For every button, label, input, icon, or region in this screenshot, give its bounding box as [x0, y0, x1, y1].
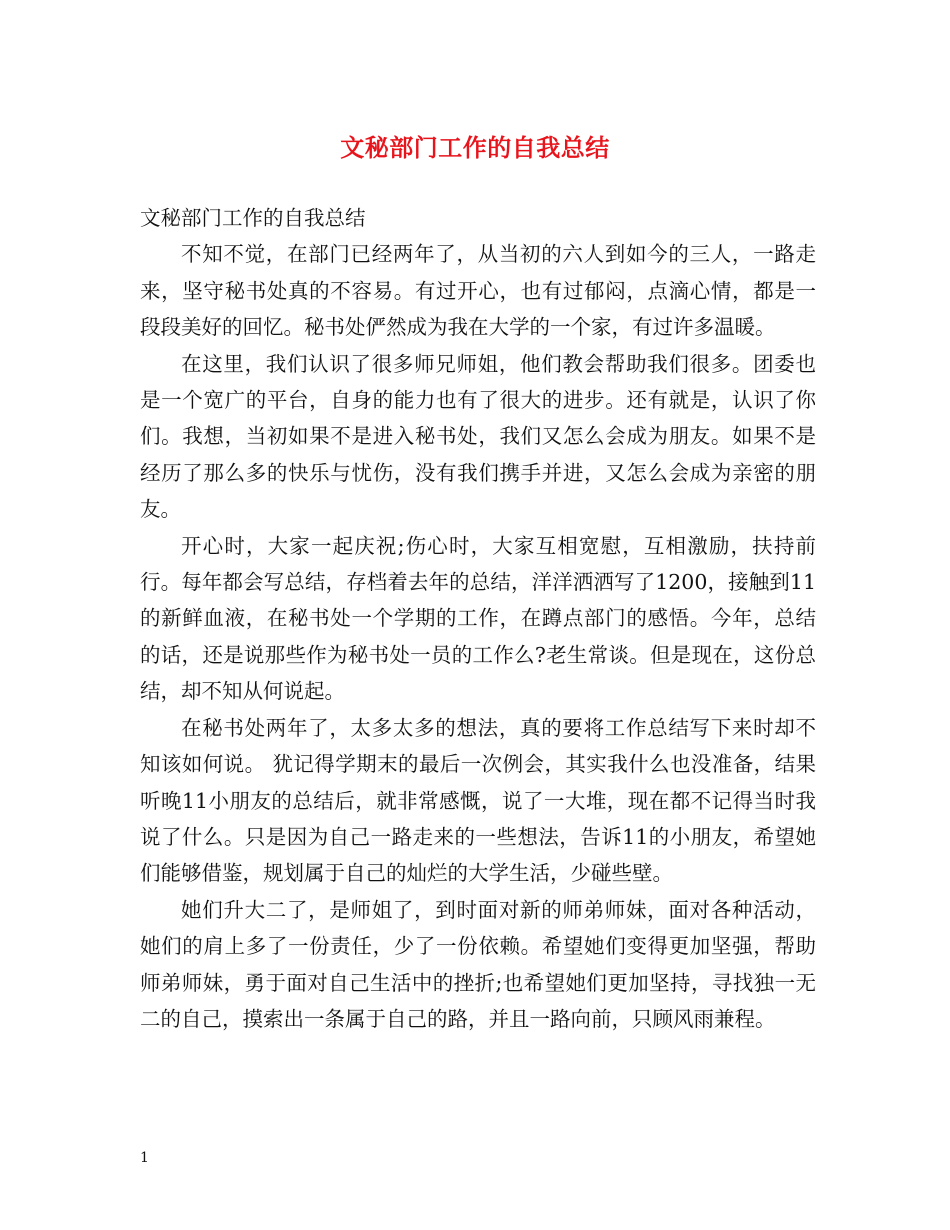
- page-number: 1: [140, 1150, 149, 1166]
- paragraph: 在秘书处两年了，太多太多的想法，真的要将工作总结写下来时却不知该如何说。 犹记得学期末的最后一次例会，其实我什么也没准备，结果听晚11小朋友的总结后，就非常感慨，说了一大堆，现在都不记得当时我说了什么。只是因为自己一路走来的一些想法，告诉11的小朋友，希望她们能够借鉴，规划属于自己的灿烂的大学生活，少碰些壁。: [140, 715, 816, 886]
- document-title: 文秘部门工作的自我总结: [340, 133, 610, 162]
- paragraph: 在这里，我们认识了很多师兄师姐，他们教会帮助我们很多。团委也是一个宽广的平台，自身的能力也有了很大的进步。还有就是，认识了你们。我想，当初如果不是进入秘书处，我们又怎么会成为朋友。如果不是经历了那么多的快乐与忧伤，没有我们携手并进，又怎么会成为亲密的朋友。: [140, 351, 816, 522]
- paragraph: 她们升大二了，是师姐了，到时面对新的师弟师妹，面对各种活动，她们的肩上多了一份责任，少了一份依赖。希望她们变得更加坚强，帮助师弟师妹，勇于面对自己生活中的挫折;也希望她们更加坚持，寻找独一无二的自己，摸索出一条属于自己的路，并且一路向前，只顾风雨兼程。: [140, 897, 816, 1031]
- paragraph: 开心时，大家一起庆祝;伤心时，大家互相宽慰，互相激励，扶持前行。每年都会写总结，存档着去年的总结，洋洋洒洒写了1200，接触到11的新鲜血液，在秘书处一个学期的工作，在蹲点部门的感悟。今年，总结的话，还是说那些作为秘书处一员的工作么?老生常谈。但是现在，这份总结，却不知从何说起。: [140, 533, 816, 704]
- document-body: [140, 200, 816, 1037]
- document-subtitle: 文秘部门工作的自我总结: [140, 206, 366, 230]
- paragraph: 不知不觉，在部门已经两年了，从当初的六人到如今的三人，一路走来，坚守秘书处真的不容易。有过开心，也有过郁闷，点滴心情，都是一段段美好的回忆。秘书处俨然成为我在大学的一个家，有过许多温暖。: [140, 242, 816, 340]
